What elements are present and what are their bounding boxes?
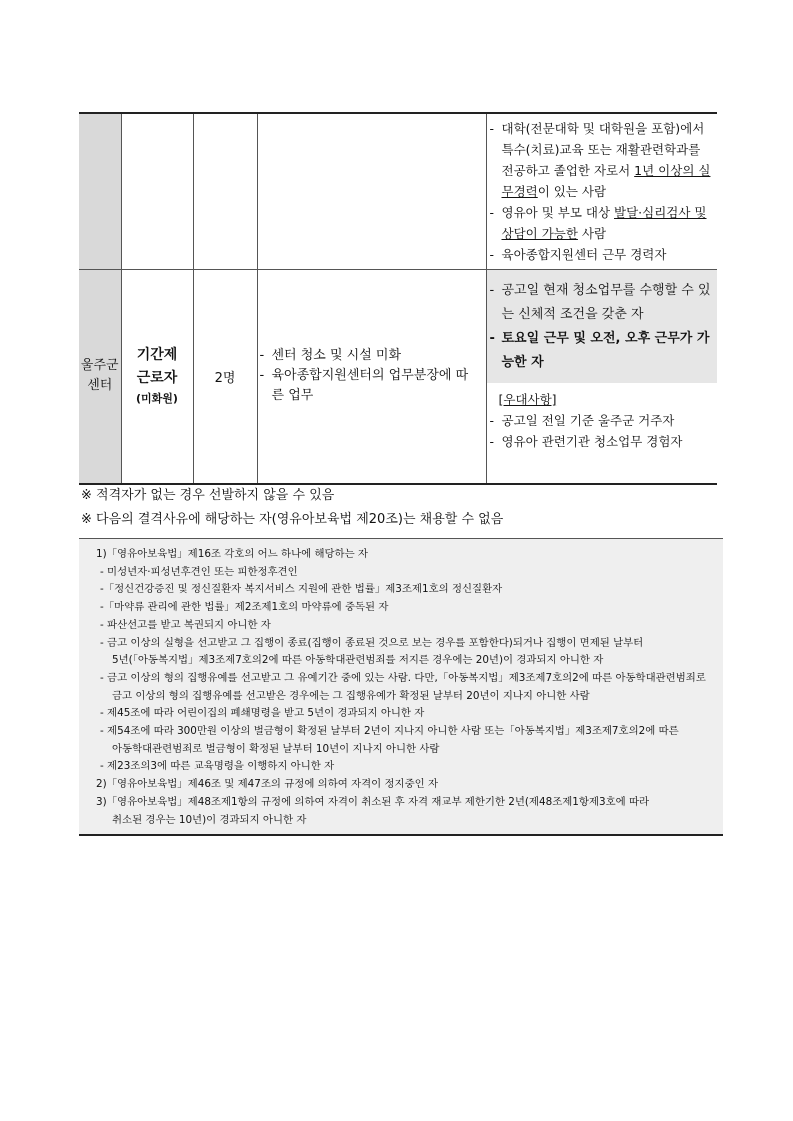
disqualification-line: -「마약류 관리에 관한 법률」제2조제1호의 마약류에 중독된 자 — [100, 601, 389, 614]
headcount-cell: 2명 — [193, 270, 257, 484]
required-text: 공고일 현재 청소업무를 수행할 수 있는 신체적 조건을 갖춘 자 — [501, 283, 711, 322]
duty-cell-empty — [257, 113, 486, 270]
note-line: ※ 다음의 결격사유에 해당하는 자(영유아보육법 제20조)는 채용할 수 없음 — [81, 512, 504, 527]
notes — [81, 484, 721, 532]
disqualification-line: 3)「영유아보육법」제48조제1항의 규정에 의하여 자격이 취소된 후 자격 재교부 제한기한 2년(제48조제1항제3호에 따라 — [96, 795, 650, 808]
location-line: 센터 — [87, 378, 113, 394]
preference-item: - 공고일 전일 기준 울주군 거주자 — [489, 413, 675, 428]
location-cell — [79, 270, 121, 484]
disqualification-line: 금고 이상의 형의 집행유예를 선고받은 경우에는 그 집행유예가 확정된 날부터 20년이 지나지 아니한 사람 — [112, 689, 590, 702]
disqualification-line: 1)「영유아보육법」제16조 각호의 어느 하나에 해당하는 자 — [96, 548, 368, 560]
required-qualifications — [487, 270, 718, 383]
qualification-item: - 영유아 및 부모 대상 발달·심리검사 및 상담이 가능한 사람 — [489, 205, 707, 241]
disqualification-line: -「정신건강증진 및 정신질환자 복지서비스 지원에 관한 법률」제3조제1호의 정신질환자 — [100, 583, 503, 596]
qualification-item: - 대학(전문대학 및 대학원을 포함)에서 특수(치료)교육 또는 재활관련학과를 전공하고 졸업한 자로서 1년 이상의 실무경력이 있는 사람 — [489, 121, 711, 199]
disqualification-line: - 미성년자·피성년후견인 또는 피한정후견인 — [100, 565, 298, 578]
table-row — [79, 270, 717, 484]
qualification-cell — [486, 270, 717, 484]
disqualification-line: - 금고 이상의 형의 집행유예를 선고받고 그 유예기간 중에 있는 사람. 다만,「아동복지법」제3조제7호의2에 따른 아동학대관련범죄로 — [100, 671, 706, 684]
disqualification-box — [79, 538, 723, 836]
duty-text: 육아종합지원센터의 업무분장에 따른 업무 — [271, 368, 469, 404]
type-cell-empty — [121, 113, 193, 270]
disqualification-line: 2)「영유아보육법」제46조 및 제47조의 규정에 의하여 자격이 정지중인 자 — [96, 778, 438, 791]
qualification-cell — [486, 113, 717, 270]
disqualification-line: 5년(「아동복지법」제3조제7호의2에 따른 아동학대관련범죄를 저지른 경우에는 20년)이 경과되지 아니한 자 — [112, 654, 604, 667]
location-cell-empty — [79, 113, 121, 270]
required-item: - 토요일 근무 및 오전, 오후 근무가 가능한 자 — [489, 331, 710, 370]
disqualification-line: - 제23조의3에 따른 교육명령을 이행하지 아니한 자 — [100, 760, 335, 773]
preferences — [487, 383, 718, 454]
disqualification-line: - 제45조에 따라 어린이집의 폐쇄명령을 받고 5년이 경과되지 아니한 자 — [100, 707, 425, 720]
location-line: 울주군 — [80, 358, 119, 374]
note-line: ※ 적격자가 없는 경우 선발하지 않을 수 있음 — [81, 488, 335, 503]
qualification-text: 이 있는 사람 — [537, 184, 607, 199]
duty-cell — [257, 270, 486, 484]
preference-text: 영유아 관련기관 청소업무 경험자 — [501, 434, 683, 449]
duty-item: - 육아종합지원센터의 업무분장에 따른 업무 — [259, 368, 469, 404]
qualification-text: 육아종합지원센터 근무 경력자 — [501, 247, 667, 262]
qualification-text: 사람 — [577, 226, 607, 241]
disqualification-line: - 파산선고를 받고 복권되지 아니한 자 — [100, 618, 271, 631]
qualification-text: 대학(전문대학 및 대학원을 포함)에서 특수(치료)교육 또는 재활관련학과를 전공하고 졸업한 자로서 — [501, 121, 705, 178]
employment-type-line: 근로자 — [136, 370, 178, 387]
preference-text: 공고일 전일 기준 울주군 거주자 — [501, 413, 675, 428]
disqualification-line: 아동학대관련범죄로 벌금형이 확정된 날부터 10년이 지나지 아니한 사람 — [112, 742, 440, 755]
required-text: 토요일 근무 및 오전, 오후 근무가 가능한 자 — [501, 331, 710, 370]
employment-type-cell — [121, 270, 193, 484]
disqualification-line: 취소된 경우는 10년)이 경과되지 아니한 자 — [112, 813, 307, 826]
qualification-text: 1년 이상의 실무경력 — [501, 163, 711, 199]
disqualification-line: - 금고 이상의 실형을 선고받고 그 집행이 종료(집행이 종료된 것으로 보는 경우를 포함한다)되거나 집행이 면제된 날부터 — [100, 636, 644, 649]
duty-item: - 센터 청소 및 시설 미화 — [259, 348, 402, 364]
disqualification-line: - 제54조에 따라 300만원 이상의 벌금형이 확정된 날부터 2년이 지나지 아니한 사람 또는「아동복지법」제3조제7호의2에 따른 — [100, 725, 679, 738]
employment-type-note: (미화원) — [136, 392, 178, 406]
preference-item: - 영유아 관련기관 청소업무 경험자 — [489, 434, 683, 449]
qualification-text: 발달·심리검사 및 상담이 가능한 — [501, 205, 707, 241]
qualification-list — [487, 114, 718, 269]
qualification-item: - 육아종합지원센터 근무 경력자 — [489, 247, 667, 262]
recruitment-table — [79, 112, 717, 485]
required-item: - 공고일 현재 청소업무를 수행할 수 있는 신체적 조건을 갖춘 자 — [489, 283, 711, 322]
duty-text: 센터 청소 및 시설 미화 — [271, 348, 402, 364]
preference-title: [우대사항] — [498, 392, 557, 407]
count-cell-empty — [193, 113, 257, 270]
qualification-text: 영유아 및 부모 대상 — [501, 205, 614, 220]
employment-type-line: 기간제 — [136, 347, 178, 364]
table-row — [79, 113, 717, 270]
